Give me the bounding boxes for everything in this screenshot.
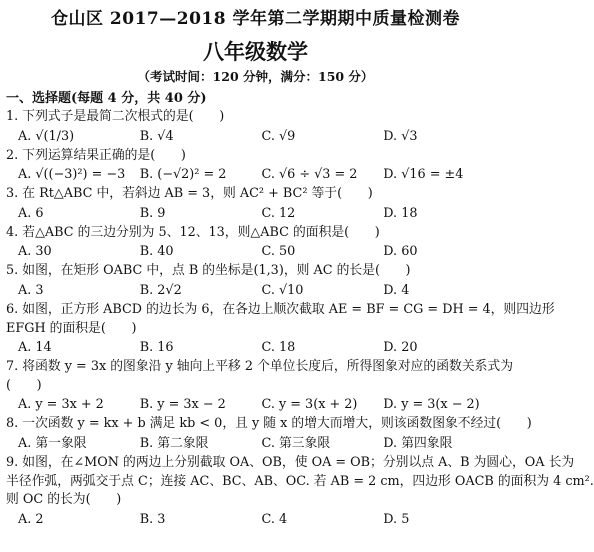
option-c: C. 第三象限 [261, 435, 331, 451]
question-9-options [6, 510, 505, 530]
option-a: A. √((−3)²) = −3 [18, 167, 126, 183]
option-a: A. 6 [18, 205, 44, 221]
exam-subject: 八年级数学 [203, 39, 308, 64]
option-c: C. √9 [261, 128, 296, 144]
option-d: D. √16 = ±4 [383, 167, 464, 183]
option-d: D. 4 [383, 282, 410, 298]
option-b: B. y = 3x − 2 [139, 397, 226, 413]
option-c: C. √10 [261, 282, 304, 298]
question-6: 6. 如图，正方形 ABCD 的边长为 6，在各边上顺次截取 AE = BF = CG = DH = 4，则四边形 [6, 301, 555, 317]
section-heading: 一、选择题(每题 4 分，共 40 分) [6, 91, 207, 106]
question-7-cont: ( ) [6, 377, 42, 393]
question-5: 5. 如图，在矩形 OABC 中，点 B 的坐标是(1,3)，则 AC 的长是( ) [6, 263, 411, 279]
option-a: A. 30 [18, 244, 52, 260]
option-d: D. y = 3(x − 2) [383, 397, 480, 413]
question-6-options [6, 338, 505, 358]
option-c: C. 50 [261, 244, 296, 260]
question-8: 8. 一次函数 y = kx + b 满足 kb < 0，且 y 随 x 的增大而增大，则该函数图象不经过( ) [6, 416, 532, 432]
option-a: A. 第一象限 [18, 435, 87, 451]
option-d: D. 5 [383, 511, 410, 527]
option-b: B. 40 [139, 244, 174, 260]
option-b: B. 16 [139, 340, 174, 356]
option-d: D. 18 [383, 205, 418, 221]
option-c: C. 12 [261, 205, 296, 221]
option-a: A. √(1/3) [18, 128, 75, 144]
question-2: 2. 下列运算结果正确的是( ) [6, 147, 186, 163]
exam-info: （考试时间：120 分钟，满分：150 分） [137, 69, 374, 84]
option-c: C. 18 [261, 340, 296, 356]
option-d: D. 20 [383, 340, 418, 356]
option-c: C. √6 ÷ √3 = 2 [261, 167, 358, 183]
option-a: A. 3 [18, 282, 44, 298]
option-d: D. 60 [383, 244, 418, 260]
option-c: C. y = 3(x + 2) [261, 397, 358, 413]
question-9-cont2: 则 OC 的长为( ) [6, 492, 122, 508]
question-7: 7. 将函数 y = 3x 的图象沿 y 轴向上平移 2 个单位长度后，所得图象对应的函数关系式为 [6, 359, 514, 375]
question-9-cont: 半径作弧，两弧交于点 C；连接 AC、BC、AB、OC. 若 AB = 2 cm，四边形 OACB 的面积为 4 cm². [6, 473, 594, 489]
question-8-options [6, 434, 505, 454]
option-d: D. √3 [383, 128, 418, 144]
question-1-options [6, 127, 505, 147]
option-a: A. y = 3x + 2 [18, 397, 104, 413]
question-7-options [6, 395, 505, 415]
option-c: C. 4 [261, 511, 288, 527]
question-6-cont: EFGH 的面积是( ) [6, 320, 137, 336]
option-b: B. 2√2 [139, 282, 182, 298]
option-b: B. 9 [139, 205, 166, 221]
option-a: A. 2 [18, 511, 44, 527]
question-4-options [6, 242, 505, 262]
question-3-options [6, 204, 505, 224]
question-4: 4. 若△ABC 的三边分别为 5、12、13，则△ABC 的面积是( ) [6, 224, 380, 240]
option-d: D. 第四象限 [383, 435, 453, 451]
option-b: B. 3 [139, 511, 166, 527]
question-2-options [6, 165, 505, 185]
option-b: B. √4 [139, 128, 174, 144]
option-a: A. 14 [18, 340, 52, 356]
option-b: B. (−√2)² = 2 [139, 167, 227, 183]
option-b: B. 第二象限 [139, 435, 209, 451]
question-5-options [6, 281, 505, 301]
exam-title: 仓山区 2017—2018 学年第二学期期中质量检测卷 [51, 9, 460, 29]
question-1: 1. 下列式子是最简二次根式的是( ) [6, 109, 225, 124]
question-3: 3. 在 Rt△ABC 中，若斜边 AB = 3，则 AC² + BC² 等于( ) [6, 186, 373, 202]
question-9: 9. 如图，在∠MON 的两边上分别截取 OA、OB，使 OA = OB；分别以点 A、B 为圆心，OA 长为 [6, 454, 575, 470]
